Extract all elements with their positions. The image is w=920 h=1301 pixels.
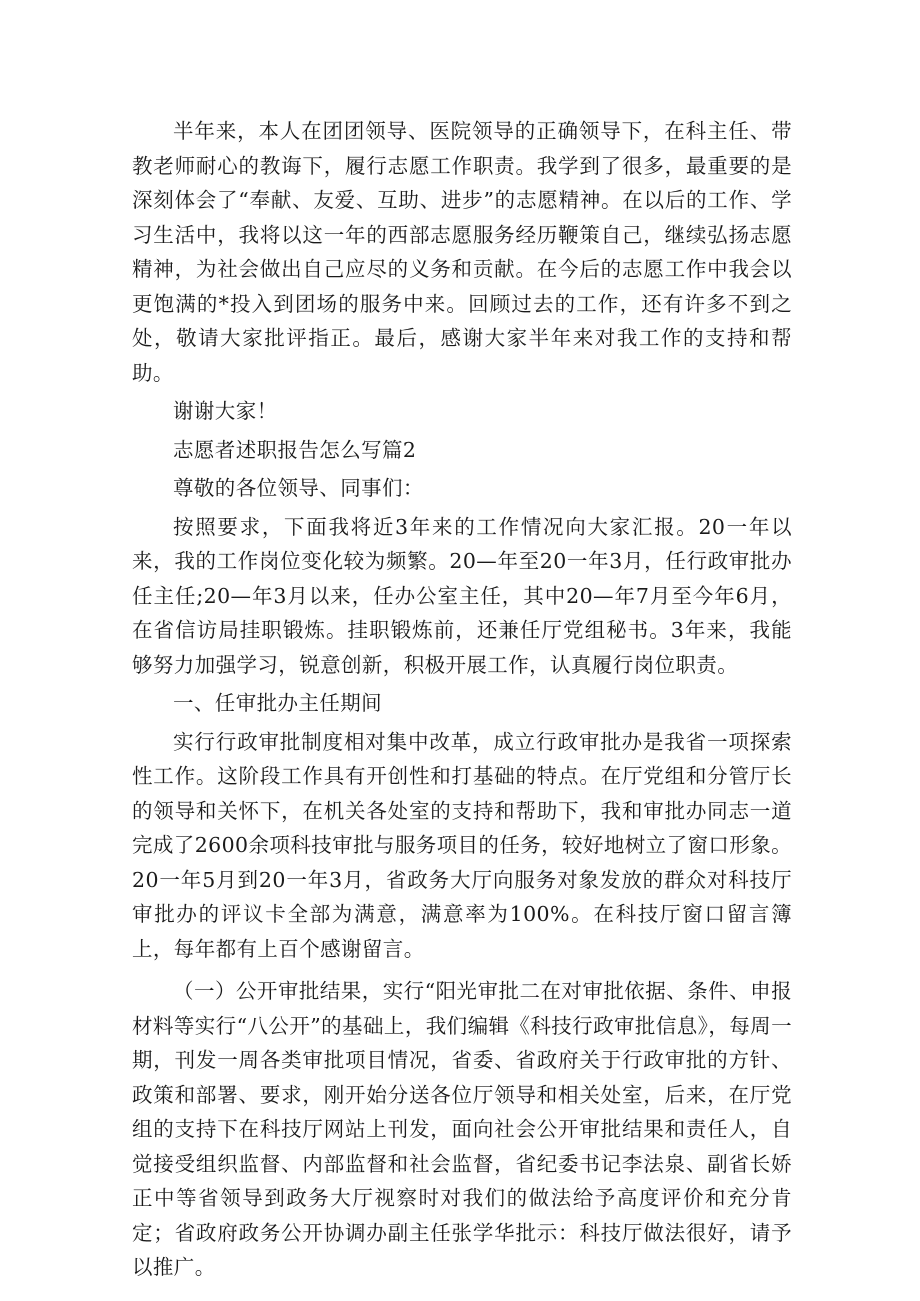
document-body [132,114,792,1285]
section-heading: 志愿者述职报告怎么写篇2 [173,437,417,462]
paragraph-thanks: 谢谢大家！ [173,399,278,423]
paragraph-approval-reform: 实行行政审批制度相对集中改革，成立行政审批办是我省一项探索性工作。这阶段工作具有开创性和打基础的特点。在厅党组和分管厅长的领导和关怀下，在机关各处室的支持和帮助下，我和审批办同志一道完成了2600余项科技审批与服务项目的任务，较好地树立了窗口形象。20一年5月到20一年3月，省政务大厅向服务对象发放的群众对科技厅审批办的评议卡全部为满意，满意率为100%。在科技厅窗口留言簿上，每年都有上百个感谢留言。 [132,729,792,961]
paragraph-overview: 按照要求，下面我将近3年来的工作情况向大家汇报。20一年以来，我的工作岗位变化较为频繁。20—年至20一年3月，任行政审批办任主任;20—年3月以来，任办公室主任，其中20—年7月至今年6月，在省信访局挂职锻炼。挂职锻炼前，还兼任厅党组秘书。3年来，我能够努力加强学习，锐意创新，积极开展工作，认真履行岗位职责。 [132,514,792,677]
paragraph-public-results: （一）公开审批结果，实行“阳光审批二在对审批依据、条件、申报材料等实行“八公开”的基础上，我们编辑《科技行政审批信息》，每周一期，刊发一周各类审批项目情况，省委、省政府关于行政审批的方针、政策和部署、要求，刚开始分送各位厅领导和相关处室，后来，在厅党组的支持下在科技厅网站上刊发，面向社会公开审批结果和责任人，自觉接受组织监督、内部监督和社会监督，省纪委书记李法泉、副省长娇正中等省领导到政务大厅视察时对我们的做法给予高度评价和充分肯定；省政府政务公开协调办副主任张学华批示：科技厅做法很好，请予以推广。 [132,979,792,1279]
subheading-approval-office: 一、任审批办主任期间 [173,691,382,715]
paragraph-summary: 半年来，本人在团团领导、医院领导的正确领导下，在科主任、带教老师耐心的教诲下，履行志愿工作职责。我学到了很多，最重要的是深刻体会了“奉献、友爱、互助、进步”的志愿精神。在以后的工作、学习生活中，我将以这一年的西部志愿服务经历鞭策自己，继续弘扬志愿精神，为社会做出自己应尽的义务和贡献。在今后的志愿工作中我会以更饱满的*投入到团场的服务中来。回顾过去的工作，还有许多不到之处，敬请大家批评指正。最后，感谢大家半年来对我工作的支持和帮助。 [132,119,792,385]
salutation: 尊敬的各位领导、同事们： [173,476,424,500]
